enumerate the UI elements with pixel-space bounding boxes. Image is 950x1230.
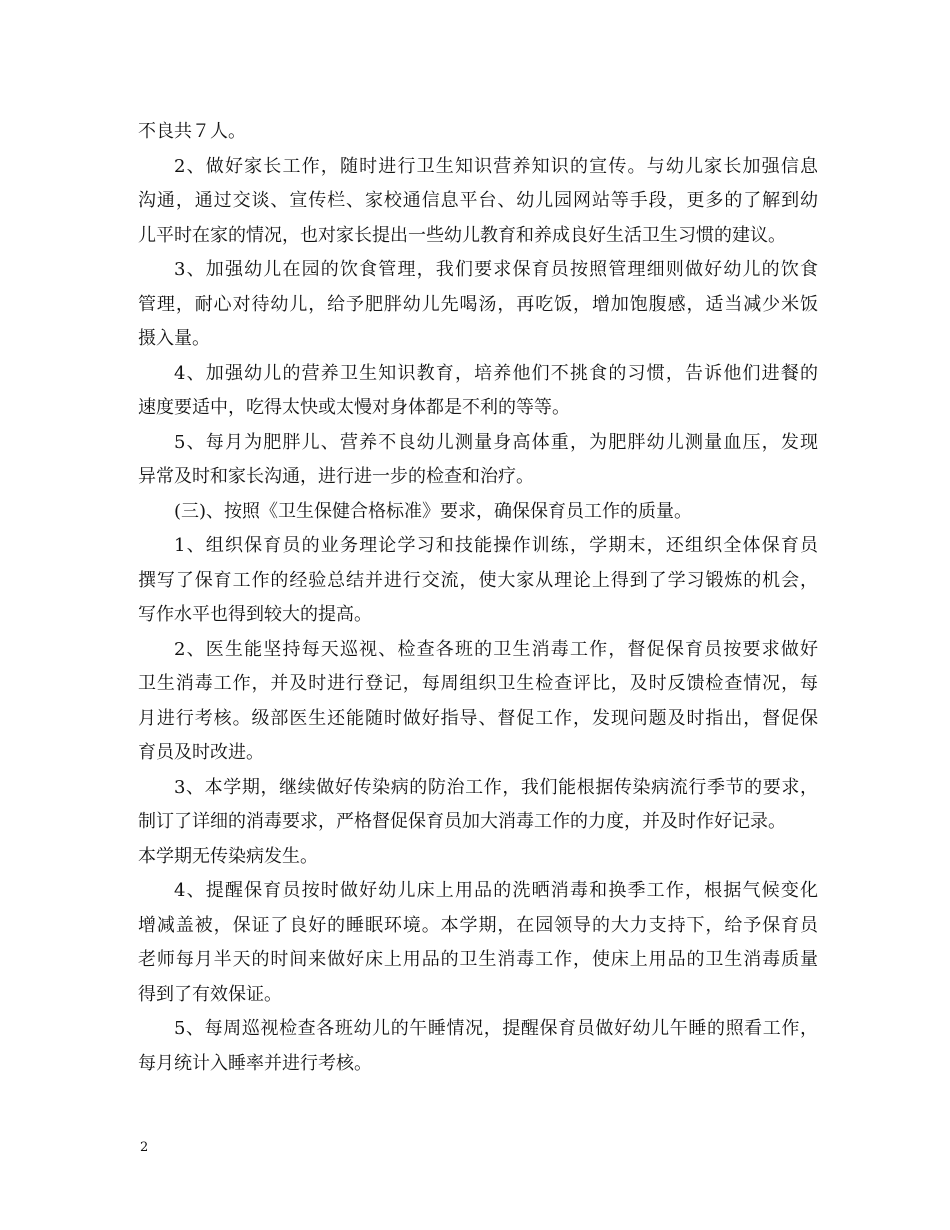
- text-line: 2、做好家长工作，随时进行卫生知识营养知识的宣传。与幼儿家长加强信息: [174, 155, 818, 177]
- text-line: 育员及时改进。: [138, 742, 264, 763]
- text-line: 老师每月半天的时间来做好床上用品的卫生消毒工作，使床上用品的卫生消毒质量: [138, 949, 818, 970]
- text-line: 撰写了保育工作的经验总结并进行交流，使大家从理论上得到了学习锻炼的机会，: [138, 569, 818, 591]
- text-line: 1、组织保育员的业务理论学习和技能操作训练，学期末，还组织全体保育员: [174, 535, 818, 556]
- text-line: 月进行考核。级部医生还能随时做好指导、督促工作，发现问题及时指出，督促保: [138, 707, 818, 729]
- text-line: 2、医生能坚持每天巡视、检查各班的卫生消毒工作，督促保育员按要求做好: [174, 638, 818, 660]
- page-number: 2: [140, 1140, 149, 1155]
- text-line: 4、提醒保育员按时做好幼儿床上用品的洗晒消毒和换季工作，根据气候变化: [174, 880, 818, 901]
- text-line: 写作水平也得到较大的提高。: [138, 604, 372, 625]
- text-line: 不良共７人。: [138, 121, 246, 142]
- text-line: 沟通，通过交谈、宣传栏、家校通信息平台、幼儿园网站等手段，更多的了解到幼: [138, 190, 818, 211]
- text-line: 儿平时在家的情况，也对家长提出一些幼儿教育和养成良好生活卫生习惯的建议。: [138, 224, 786, 246]
- text-line: 得到了有效保证。: [138, 983, 282, 1005]
- text-line: 摄入量。: [138, 328, 210, 349]
- text-line: 5、每周巡视检查各班幼儿的午睡情况，提醒保育员做好幼儿午睡的照看工作，: [174, 1018, 818, 1039]
- text-line: 卫生消毒工作，并及时进行登记，每周组织卫生检查评比，及时反馈检查情况，每: [138, 673, 818, 694]
- text-line: 3、加强幼儿在园的饮食管理，我们要求保育员按照管理细则做好幼儿的饮食: [174, 259, 818, 280]
- text-line: 异常及时和家长沟通，进行进一步的检查和治疗。: [138, 466, 534, 487]
- text-line: 5、每月为肥胖儿、营养不良幼儿测量身高体重，为肥胖幼儿测量血压，发现: [174, 431, 818, 453]
- body-text: [138, 115, 818, 1081]
- text-line: 管理，耐心对待幼儿，给予肥胖幼儿先喝汤，再吃饭，增加饱腹感，适当减少米饭: [138, 293, 818, 315]
- text-line: 每月统计入睡率并进行考核。: [138, 1052, 372, 1074]
- text-line: (三)、按照《卫生保健合格标准》要求，确保保育员工作的质量。: [174, 500, 693, 522]
- text-line: 增减盖被，保证了良好的睡眠环境。本学期，在园领导的大力支持下，给予保育员: [138, 914, 818, 936]
- text-line: 速度要适中，吃得太快或太慢对身体都是不利的等等。: [138, 397, 570, 418]
- text-line: 制订了详细的消毒要求，严格督促保育员加大消毒工作的力度，并及时作好记录。: [138, 811, 786, 832]
- text-line: 本学期无传染病发生。: [138, 845, 318, 867]
- text-line: 3、本学期，继续做好传染病的防治工作，我们能根据传染病流行季节的要求，: [174, 776, 818, 798]
- text-line: 4、加强幼儿的营养卫生知识教育，培养他们不挑食的习惯，告诉他们进餐的: [174, 362, 818, 384]
